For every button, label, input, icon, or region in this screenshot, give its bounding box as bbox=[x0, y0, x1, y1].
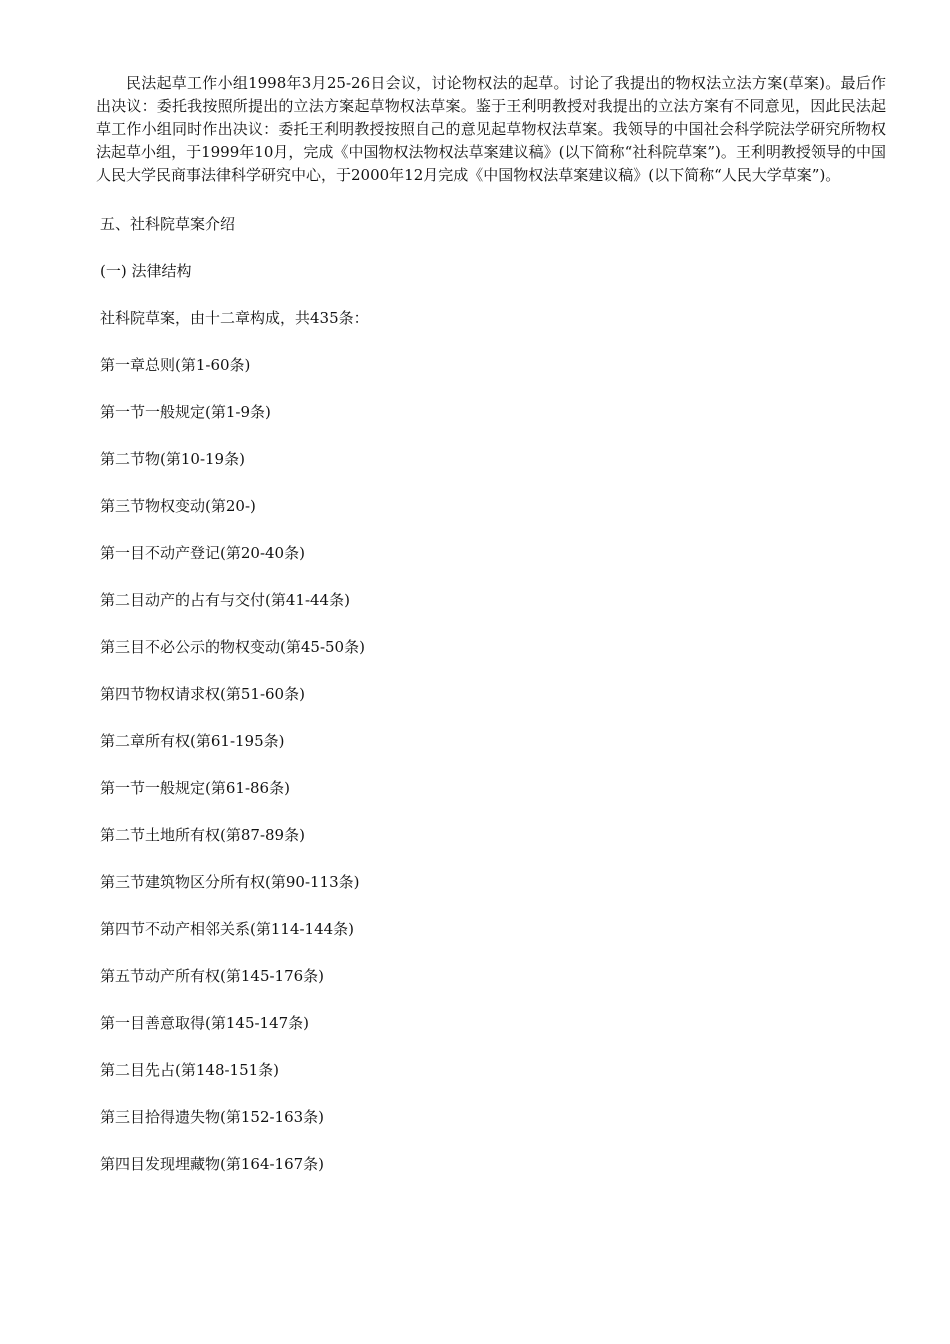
list-item: 社科院草案，由十二章构成，共435条： bbox=[100, 309, 369, 327]
list-item: 第四节不动产相邻关系(第114-144条) bbox=[100, 920, 355, 938]
list-item: 第四节物权请求权(第51-60条) bbox=[100, 685, 305, 703]
list-item: 第二目动产的占有与交付(第41-44条) bbox=[100, 591, 350, 609]
section-heading: 五、社科院草案介绍 bbox=[100, 215, 236, 233]
list-item: 第一节一般规定(第1-9条) bbox=[100, 403, 271, 421]
list-item: 第四目发现埋藏物(第164-167条) bbox=[100, 1155, 325, 1173]
list-item: 第一目不动产登记(第20-40条) bbox=[100, 544, 305, 562]
list-item: 第二目先占(第148-151条) bbox=[100, 1061, 280, 1079]
list-item: 第三目不必公示的物权变动(第45-50条) bbox=[100, 638, 365, 656]
subsection-heading: (一) 法律结构 bbox=[100, 262, 192, 280]
list-item: 第三节建筑物区分所有权(第90-113条) bbox=[100, 873, 360, 891]
list-item: 第二章所有权(第61-195条) bbox=[100, 732, 285, 750]
list-item: 第二节土地所有权(第87-89条) bbox=[100, 826, 305, 844]
list-item: 第一节一般规定(第61-86条) bbox=[100, 779, 290, 797]
intro-paragraph: 民法起草工作小组1998年3月25-26日会议，讨论物权法的起草。讨论了我提出的物权法立法方案(草案)。最后作出决议：委托我按照所提出的立法方案起草物权法草案。鉴于王利明教授对我提出的立法方案有不同意见，因此民法起草工作小组同时作出决议：委托王利明教授按照自己的意见起草物权法草案。我领导的中国社会科学院法学研究所物权法起草小组，于1999年10月，完成《中国物权法物权法草案建议稿》(以下简称“社科院草案”)。王利明教授领导的中国人民大学民商事法律科学研究中心，于2000年12月完成《中国物权法草案建议稿》(以下简称“人民大学草案”)。 bbox=[96, 74, 886, 184]
list-item: 第五节动产所有权(第145-176条) bbox=[100, 967, 325, 985]
structure-list bbox=[100, 307, 890, 1176]
list-item: 第二节物(第10-19条) bbox=[100, 450, 245, 468]
list-item: 第三目拾得遗失物(第152-163条) bbox=[100, 1108, 325, 1126]
list-item: 第一章总则(第1-60条) bbox=[100, 356, 251, 374]
list-item: 第三节物权变动(第20-) bbox=[100, 497, 256, 515]
list-item: 第一目善意取得(第145-147条) bbox=[100, 1014, 310, 1032]
